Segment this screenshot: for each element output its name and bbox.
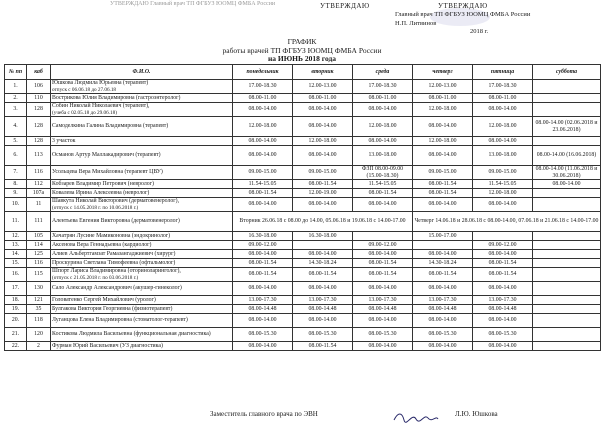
schedule-cell-tue: 09.00-15.00	[293, 166, 353, 180]
schedule-table	[4, 64, 601, 351]
schedule-cell-fri: 08.00-14.48	[473, 305, 533, 314]
schedule-cell-fri: 08.00-11.54	[473, 268, 533, 282]
schedule-cell-thu: 12.00-18.00	[413, 103, 473, 117]
table-row	[5, 241, 601, 250]
title-line-2: работы врачей ТП ФГБУЗ ЮОМЦ ФМБА России	[222, 45, 382, 55]
cabinet-number: 106	[27, 80, 51, 94]
schedule-cell-sat	[533, 282, 601, 296]
schedule-cell-sat	[533, 198, 601, 212]
bleed-through-text: УТВЕРЖДАЮ Главный врач ТП ФГБУЗ ЮОМЦ ФМБА России	[110, 1, 276, 7]
schedule-cell-thu: 08.00-15.30	[413, 328, 473, 342]
schedule-cell-thu: 13.00-17.30	[413, 296, 473, 305]
approve-label-left: УТВЕРЖДАЮ	[320, 2, 370, 10]
row-number: 10.	[5, 198, 27, 212]
schedule-cell-tue: 08.00-14.00	[293, 250, 353, 259]
schedule-cell-tue: 08.00-14.00	[293, 117, 353, 137]
row-number: 5.	[5, 137, 27, 146]
schedule-cell-fri: 08.00-14.00	[473, 314, 533, 328]
doctor-name-cell	[51, 166, 233, 180]
schedule-cell-mon: 16.30-18.00	[233, 232, 293, 241]
row-number: 12.	[5, 232, 27, 241]
doctor-name: Османов Артур Маллакадирович (терапевт)	[52, 152, 161, 159]
schedule-cell-thu: 15.00-17.00	[413, 232, 473, 241]
schedule-cell-fri: 17.00-18.30	[473, 80, 533, 94]
schedule-cell-thu: 08.00-14.00	[413, 198, 473, 212]
schedule-cell-thu: 08.00-14.00	[413, 314, 473, 328]
schedule-cell-thu: 08.00-11.54	[413, 189, 473, 198]
doctor-name-cell	[51, 189, 233, 198]
schedule-cell-mon: 08.00-14.00	[233, 137, 293, 146]
schedule-cell-wed: ФЗП 08.00-09.00 (15.00-18.30)	[353, 166, 413, 180]
schedule-cell-wed: 08.00-14.00	[353, 103, 413, 117]
table-row	[5, 282, 601, 296]
schedule-cell-tue: 12.00-18.00	[293, 137, 353, 146]
header-thu: четверг	[413, 65, 473, 80]
row-number: 18.	[5, 296, 27, 305]
schedule-cell-mon: 08.00-14.00	[233, 250, 293, 259]
cabinet-number: 105	[27, 232, 51, 241]
schedule-cell-wed: 08.00-14.00	[353, 250, 413, 259]
schedule-cell-mon: 08.00-14.00	[233, 282, 293, 296]
schedule-cell-thu: 12.00-13.00	[413, 80, 473, 94]
table-row	[5, 80, 601, 94]
schedule-cell-sat	[533, 305, 601, 314]
schedule-cell-wed: 08.00-15.30	[353, 328, 413, 342]
schedule-cell-mon: 08.00-14.00	[233, 198, 293, 212]
doctor-name: Алентьева Евгения Викторовна (дерматовенеролог)	[52, 218, 180, 225]
doctor-note: (отпуск с 21.05.2018 г. по 03.06.2018 г.)	[52, 274, 139, 281]
table-row	[5, 137, 601, 146]
cabinet-number: 113	[27, 146, 51, 166]
doctor-name: Собин Николай Николаевич (терапевт),	[52, 103, 150, 110]
doctor-name: Головатенко Сергей Михайлович (уролог)	[52, 296, 156, 303]
schedule-cell-thu: 12.00-18.00	[413, 137, 473, 146]
doctor-name-cell	[51, 259, 233, 268]
cabinet-number: 111	[27, 212, 51, 232]
doctor-name-cell	[51, 314, 233, 328]
schedule-cell-fri: 08.00-14.00	[473, 250, 533, 259]
schedule-cell-wed: 08.00-14.00	[353, 198, 413, 212]
doctor-name-cell	[51, 282, 233, 296]
schedule-cell-fri: 08.00-14.00	[473, 282, 533, 296]
doctor-name-cell	[51, 212, 233, 232]
schedule-cell-tue	[293, 241, 353, 250]
schedule-cell-sat	[533, 250, 601, 259]
schedule-cell-thu: 08.00-14.00	[413, 146, 473, 166]
schedule-cell-thu: 08.00-14.00	[413, 282, 473, 296]
doctor-name: Юшкова Людмила Юрьевна (терапевт)	[52, 80, 149, 87]
row-number: 7.	[5, 166, 27, 180]
table-row	[5, 268, 601, 282]
table-row	[5, 250, 601, 259]
schedule-cell-fri: 09.00-12.00	[473, 241, 533, 250]
schedule-cell-thu: 08.00-14.00	[413, 250, 473, 259]
cabinet-number: 130	[27, 282, 51, 296]
doctor-note: (учеба с 02.05.18 до 29.06.18)	[52, 109, 117, 116]
schedule-cell-thu: 08.00-14.00	[413, 117, 473, 137]
doctor-name-cell	[51, 146, 233, 166]
cabinet-number: 128	[27, 137, 51, 146]
row-number: 3.	[5, 103, 27, 117]
cabinet-number: 121	[27, 296, 51, 305]
doctor-name-cell	[51, 117, 233, 137]
cabinet-number: 116	[27, 259, 51, 268]
schedule-cell-sat	[533, 314, 601, 328]
header-mon: понедельник	[233, 65, 293, 80]
table-row	[5, 232, 601, 241]
schedule-cell-wed: 09.00-12.00	[353, 241, 413, 250]
doctor-name: Самоделкина Галина Владимировна (терапевт)	[52, 123, 169, 130]
doctor-name: Вострикова Юлия Владимировна (гастроэнтеролог)	[52, 94, 181, 101]
schedule-cell-fri: 13.00-17.30	[473, 296, 533, 305]
doctor-name-cell	[51, 305, 233, 314]
schedule-cell-wed: 08.00-14.00	[353, 282, 413, 296]
schedule-cell-sat	[533, 103, 601, 117]
header-name: Ф.И.О.	[51, 65, 233, 80]
schedule-cell-mon: 08.00-14.48	[233, 305, 293, 314]
schedule-cell-tue: 13.00-17.30	[293, 296, 353, 305]
cabinet-number: 2	[27, 342, 51, 351]
schedule-cell-wed: 13.00-17.30	[353, 296, 413, 305]
doctor-name-cell	[51, 268, 233, 282]
table-row	[5, 212, 601, 232]
schedule-cell-tue: 08.00-14.00	[293, 198, 353, 212]
schedule-cell-tue: 08.00-14.00	[293, 103, 353, 117]
signatory-name: Л.Ю. Юшкова	[455, 410, 498, 418]
schedule-cell-fri: 08.00-14.00	[473, 103, 533, 117]
row-number: 1.	[5, 80, 27, 94]
schedule-cell-fri: 08.00-15.30	[473, 328, 533, 342]
header-num: № пп	[5, 65, 27, 80]
schedule-cell-sat	[533, 268, 601, 282]
row-number: 6.	[5, 146, 27, 166]
schedule-cell-mon: 08.00-11.54	[233, 189, 293, 198]
schedule-cell-sat	[533, 137, 601, 146]
schedule-cell-wed: 08.00-14.00	[353, 137, 413, 146]
schedule-cell-sat: 08.00-14.00	[533, 180, 601, 189]
approver-position: Главный врач ТП ФГБУЗ ЮОМЦ ФМБА России	[395, 11, 531, 18]
table-row	[5, 328, 601, 342]
approver-name: Н.П. Литвинов	[395, 20, 437, 27]
schedule-cell-mon: 13.00-17.30	[233, 296, 293, 305]
doctor-name: Кобзарев Владимир Петрович (невролог)	[52, 180, 154, 187]
schedule-cell-tue: 08.00-14.48	[293, 305, 353, 314]
row-number: 13.	[5, 241, 27, 250]
schedule-cell-fri: 11.54-15.05	[473, 180, 533, 189]
table-row	[5, 314, 601, 328]
schedule-cell-fri: 08.00-14.00	[473, 137, 533, 146]
schedule-cell-tue: 14.30-18.24	[293, 259, 353, 268]
cabinet-number: 116	[27, 166, 51, 180]
approval-header	[0, 0, 604, 36]
doctor-name: Алиев Альбертгамзат Рамазангаджиевич (хирург)	[52, 250, 176, 257]
schedule-cell-fri: 08.00-11.54	[473, 259, 533, 268]
doctor-name: Хачатрян Лусине Мамиконовна (эндокринолог)	[52, 232, 171, 239]
table-row	[5, 180, 601, 189]
cabinet-number: 112	[27, 180, 51, 189]
doctor-name: Сало Александр Александрович (акушер-гинеколог)	[52, 285, 182, 292]
doctor-name: Фурман Юрий Васильевич (УЗ диагностика)	[52, 342, 163, 349]
schedule-cell-span-thu: Четверг 14.06.18 и 28.06.18 с 08.00-14.00, 07.06.18 и 21.06.18 с 14.00-17.00	[413, 212, 601, 232]
header-cab: каб	[27, 65, 51, 80]
schedule-cell-sat	[533, 94, 601, 103]
doctor-name-cell	[51, 94, 233, 103]
schedule-cell-wed	[353, 232, 413, 241]
doctor-name-cell	[51, 198, 233, 212]
doctor-note: отпуск с 06.06.18 до 27.06.18	[52, 86, 117, 93]
schedule-cell-mon: 08.00-14.00	[233, 146, 293, 166]
header-fri: пятница	[473, 65, 533, 80]
doctor-name: Усольцева Вера Михайловна (терапевт ЦВУ)	[52, 169, 163, 176]
title-line-1: ГРАФИК	[287, 37, 317, 46]
doctor-name-cell	[51, 180, 233, 189]
row-number: 14.	[5, 250, 27, 259]
table-body	[5, 80, 601, 351]
schedule-cell-thu	[413, 241, 473, 250]
row-number: 16.	[5, 268, 27, 282]
row-number: 15.	[5, 259, 27, 268]
header-tue: вторник	[293, 65, 353, 80]
table-row	[5, 342, 601, 351]
schedule-cell-fri: 12.00-18.00	[473, 189, 533, 198]
schedule-cell-mon: 08.00-11.54	[233, 268, 293, 282]
schedule-cell-wed: 17.00-18.30	[353, 80, 413, 94]
schedule-cell-tue: 08.00-15.30	[293, 328, 353, 342]
schedule-cell-mon: 11.54-15.05	[233, 180, 293, 189]
schedule-cell-tue: 16.30-18.00	[293, 232, 353, 241]
schedule-cell-thu: 14.30-18.24	[413, 259, 473, 268]
row-number: 20.	[5, 314, 27, 328]
cabinet-number: 128	[27, 103, 51, 117]
doctor-name: Шпорт Лариса Владимировна (оториноларинголог),	[52, 268, 181, 275]
schedule-cell-tue: 12.00-19.00	[293, 189, 353, 198]
cabinet-number: 107а	[27, 189, 51, 198]
schedule-cell-sat: 08.00-14.00 (11.06.2018 и 30.06.2018)	[533, 166, 601, 180]
cabinet-number: 115	[27, 268, 51, 282]
doctor-name-cell	[51, 328, 233, 342]
schedule-cell-mon: 09.00-12.00	[233, 241, 293, 250]
schedule-cell-sat: 08.00-14.00 (16.06.2018)	[533, 146, 601, 166]
schedule-cell-thu: 08.00-11.00	[413, 94, 473, 103]
doctor-name-cell	[51, 103, 233, 117]
schedule-cell-thu: 08.00-14.00	[413, 342, 473, 351]
doctor-name: Шавкута Николай Викторович (дерматовенеролог),	[52, 198, 180, 205]
schedule-cell-fri: 08.00-14.00	[473, 198, 533, 212]
table-header-row	[5, 65, 601, 80]
header-sat: суббота	[533, 65, 601, 80]
schedule-cell-mon: 08.00-14.00	[233, 314, 293, 328]
table-row	[5, 103, 601, 117]
schedule-cell-span-tue: Вторник 26.06.18 с 08.00 до 14.00, 05.06.18 и 19.06.18 с 14.00-17.00	[233, 212, 413, 232]
schedule-cell-mon: 08.00-14.00	[233, 103, 293, 117]
cabinet-number: 11	[27, 198, 51, 212]
table-row	[5, 259, 601, 268]
table-row	[5, 117, 601, 137]
doctor-name-cell	[51, 296, 233, 305]
doctor-name-cell	[51, 250, 233, 259]
schedule-cell-wed: 08.00-14.00	[353, 342, 413, 351]
row-number: 8.	[5, 180, 27, 189]
doctor-name: Аксенова Вера Геннадьевна (кардиолог)	[52, 241, 152, 248]
schedule-cell-sat	[533, 189, 601, 198]
row-number: 11.	[5, 212, 27, 232]
doctor-name-cell	[51, 241, 233, 250]
cabinet-number: 128	[27, 117, 51, 137]
doctor-name-cell	[51, 80, 233, 94]
schedule-cell-mon: 08.00-11.00	[233, 94, 293, 103]
cabinet-number: 35	[27, 305, 51, 314]
table-row	[5, 166, 601, 180]
schedule-cell-wed: 11.54-15.05	[353, 180, 413, 189]
row-number: 19.	[5, 305, 27, 314]
schedule-cell-fri: 12.00-18.00	[473, 117, 533, 137]
schedule-cell-tue: 08.00-14.00	[293, 314, 353, 328]
schedule-cell-sat	[533, 328, 601, 342]
doctor-name-cell	[51, 342, 233, 351]
cabinet-number: 125	[27, 250, 51, 259]
doctor-name: Булгакова Виктория Георгиевна (физиотерапевт)	[52, 305, 173, 312]
schedule-cell-wed: 13.00-18.00	[353, 146, 413, 166]
schedule-cell-sat	[533, 296, 601, 305]
approve-label-right: УТВЕРЖДАЮ	[438, 2, 488, 10]
doctor-name: Луганцова Елена Владимировна (стоматолог-терапевт)	[52, 317, 188, 324]
schedule-cell-tue: 08.00-11.54	[293, 180, 353, 189]
approval-year: 2018 г.	[470, 28, 489, 35]
doctor-name: Ковалева Ирина Алексеевна (невролог)	[52, 189, 150, 196]
schedule-cell-sat	[533, 241, 601, 250]
cabinet-number: 118	[27, 314, 51, 328]
schedule-cell-tue: 12.00-13.00	[293, 80, 353, 94]
schedule-cell-fri: 09.00-15.00	[473, 166, 533, 180]
schedule-cell-sat	[533, 232, 601, 241]
row-number: 22.	[5, 342, 27, 351]
doctor-name: 3 участок	[52, 137, 76, 144]
row-number: 17.	[5, 282, 27, 296]
doctor-name: Костикова Людмила Васильевна (функциональная диагностика)	[52, 331, 211, 338]
schedule-cell-mon: 08.00-14.00	[233, 342, 293, 351]
table-row	[5, 189, 601, 198]
schedule-cell-fri	[473, 232, 533, 241]
schedule-cell-wed: 08.00-14.00	[353, 314, 413, 328]
schedule-cell-tue: 08.00-14.00	[293, 282, 353, 296]
schedule-cell-fri: 13.00-18.00	[473, 146, 533, 166]
cabinet-number: 114	[27, 241, 51, 250]
schedule-cell-thu: 08.00-11.54	[413, 268, 473, 282]
doctor-name-cell	[51, 232, 233, 241]
schedule-cell-wed: 08.00-14.48	[353, 305, 413, 314]
schedule-cell-sat: 08.00-14.00 (02.06.2018 и 23.06.2018)	[533, 117, 601, 137]
schedule-cell-mon: 08.00-11.54	[233, 259, 293, 268]
doctor-note: (отпуск с 14.05.2018 г. по 10.06.2018 г.)	[52, 204, 139, 211]
doctor-name: Проскурина Светлана Тимофеевна (офтальмолог)	[52, 259, 176, 266]
table-row	[5, 198, 601, 212]
schedule-cell-tue: 08.00-11.00	[293, 94, 353, 103]
schedule-cell-wed: 08.00-11.54	[353, 189, 413, 198]
signatory-role: Заместитель главного врача по ЭВН	[210, 410, 318, 418]
schedule-cell-thu: 08.00-11.54	[413, 180, 473, 189]
schedule-cell-mon: 12.00-18.00	[233, 117, 293, 137]
schedule-cell-sat	[533, 342, 601, 351]
schedule-cell-tue: 08.00-11.54	[293, 342, 353, 351]
table-row	[5, 146, 601, 166]
row-number: 9.	[5, 189, 27, 198]
signature	[392, 410, 440, 426]
schedule-cell-fri: 08.00-11.00	[473, 94, 533, 103]
schedule-cell-tue: 08.00-11.54	[293, 268, 353, 282]
row-number: 4.	[5, 117, 27, 137]
schedule-cell-wed: 08.00-11.54	[353, 268, 413, 282]
schedule-cell-mon: 08.00-15.30	[233, 328, 293, 342]
schedule-cell-fri: 08.00-14.00	[473, 342, 533, 351]
cabinet-number: 120	[27, 328, 51, 342]
table-row	[5, 296, 601, 305]
row-number: 2.	[5, 94, 27, 103]
schedule-cell-sat	[533, 80, 601, 94]
schedule-cell-thu: 08.00-14.48	[413, 305, 473, 314]
schedule-cell-thu: 09.00-15.00	[413, 166, 473, 180]
document-title	[0, 38, 604, 64]
row-number: 21.	[5, 328, 27, 342]
title-line-3: на ИЮНЬ 2018 года	[267, 54, 337, 63]
schedule-cell-sat	[533, 259, 601, 268]
table-row	[5, 94, 601, 103]
schedule-cell-wed: 12.00-18.00	[353, 117, 413, 137]
table-row	[5, 305, 601, 314]
schedule-cell-wed: 08.00-11.54	[353, 259, 413, 268]
cabinet-number: 110	[27, 94, 51, 103]
schedule-cell-mon: 09.00-15.00	[233, 166, 293, 180]
schedule-cell-tue: 08.00-14.00	[293, 146, 353, 166]
header-wed: среда	[353, 65, 413, 80]
doctor-name-cell	[51, 137, 233, 146]
schedule-cell-mon: 17.00-18.30	[233, 80, 293, 94]
schedule-cell-wed: 08.00-11.00	[353, 94, 413, 103]
